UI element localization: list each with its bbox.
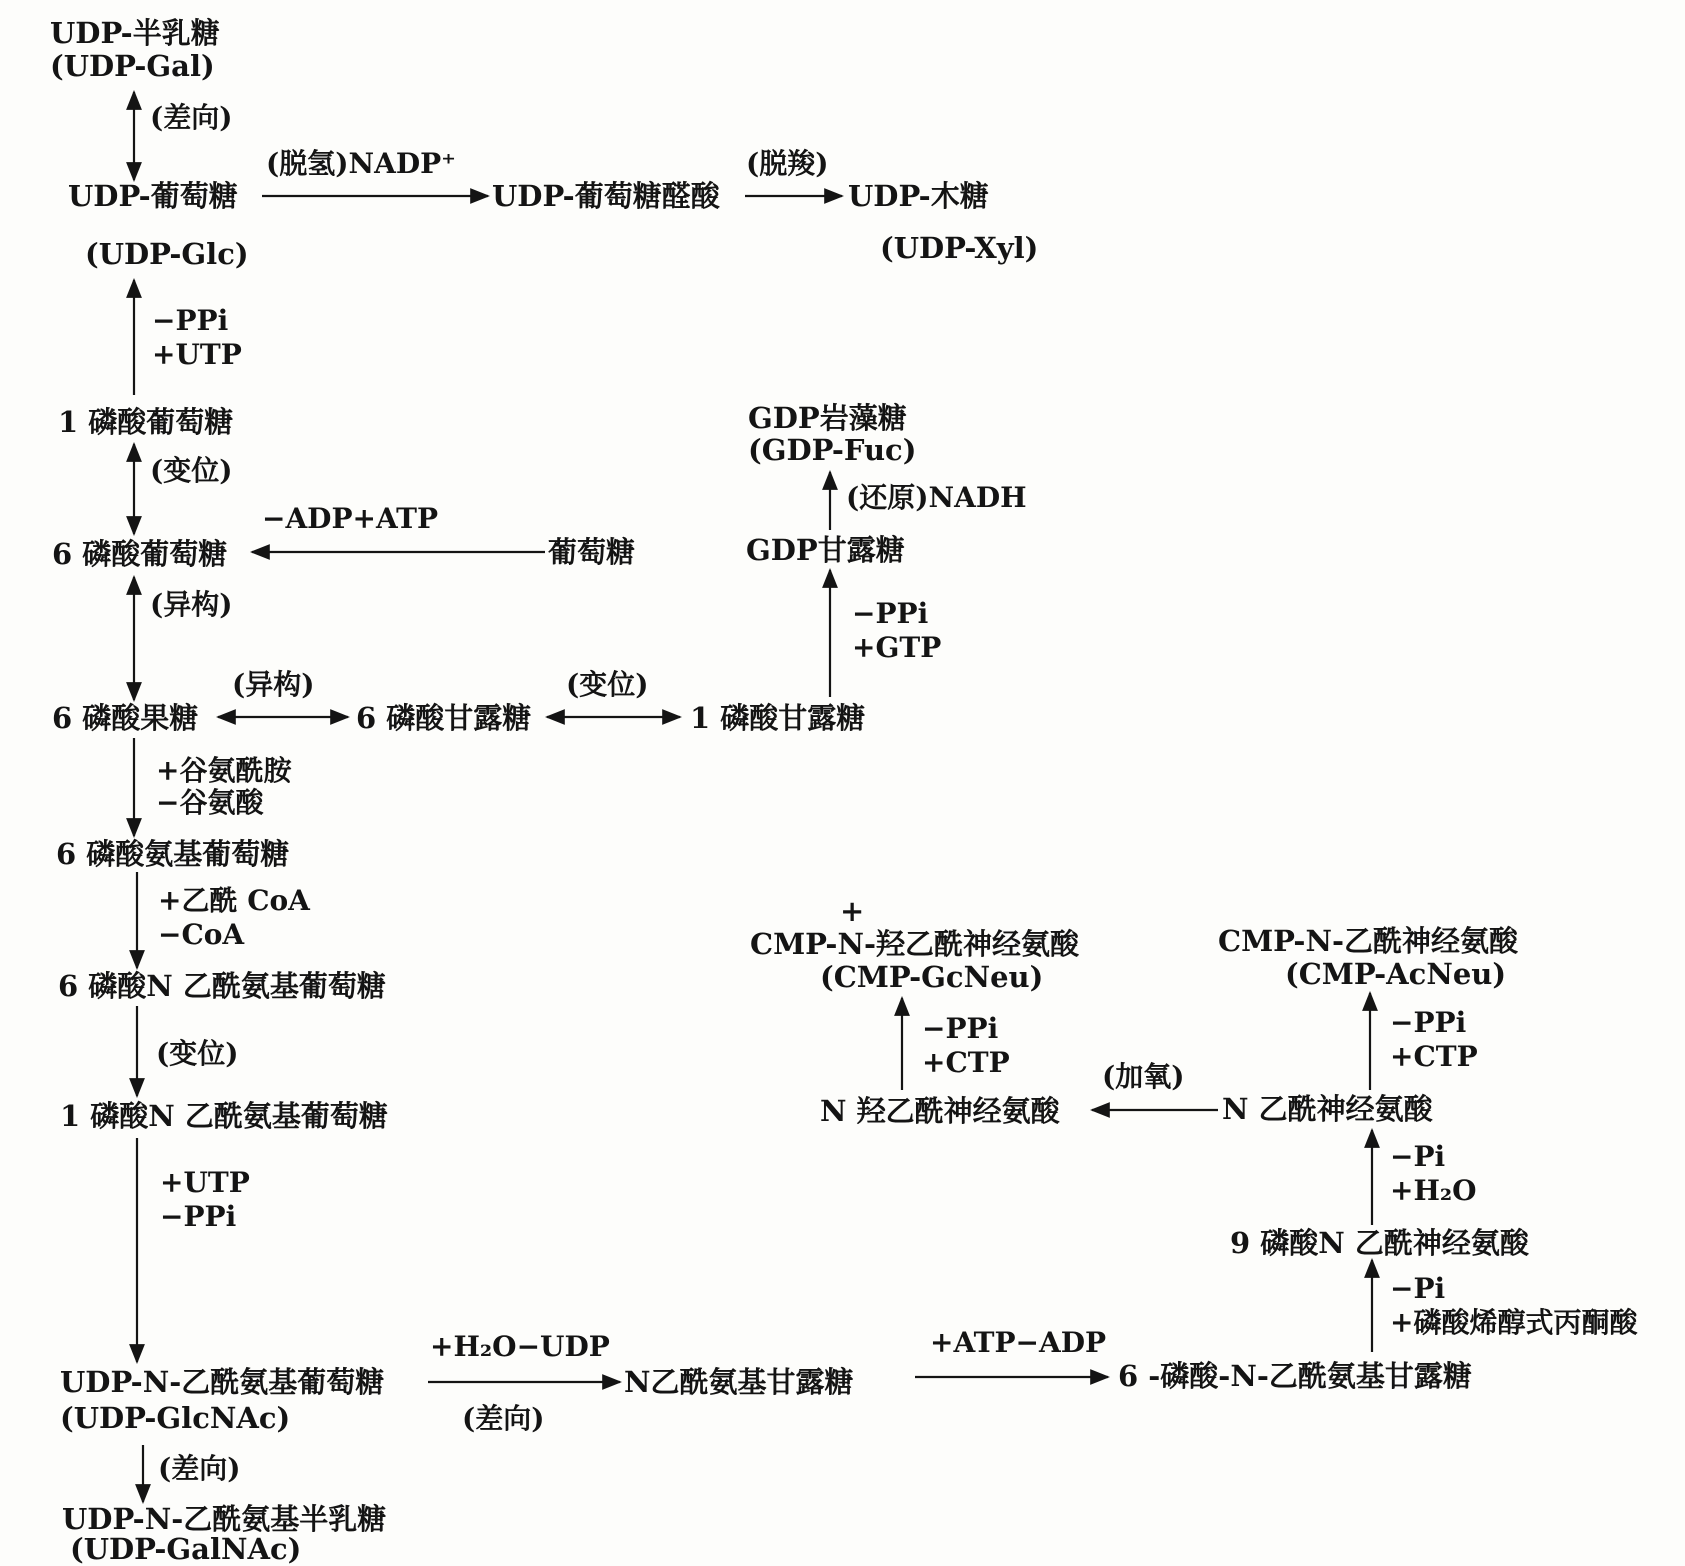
label-adp-atp: −ADP+ATP xyxy=(262,502,439,535)
node-glc-6p: 6 磷酸葡萄糖 xyxy=(52,537,228,571)
label-ctp-plus-ac: +CTP xyxy=(1390,1040,1478,1073)
node-udp-gal: UDP-半乳糖 xyxy=(50,16,220,50)
label-ctp-plus-gc: +CTP xyxy=(922,1046,1010,1079)
node-glcnac-6p: 6 磷酸N 乙酰氨基葡萄糖 xyxy=(58,969,386,1003)
node-gdp-fuc: GDP岩藻糖 xyxy=(748,401,907,435)
label-mutase-1: (变位) xyxy=(150,454,233,487)
label-mutase-2: (变位) xyxy=(566,668,649,701)
label-epimerase-2: (差向) xyxy=(462,1402,545,1435)
label-ppi-minus-2: −PPi xyxy=(160,1200,237,1233)
node-udp-xyl: UDP-木糖 xyxy=(848,179,989,213)
node-udp-glc-abbr: (UDP-Glc) xyxy=(85,237,249,271)
node-cmp-acneu: CMP-N-乙酰神经氨酸 xyxy=(1218,924,1518,958)
label-isomer-2: (异构) xyxy=(232,668,315,701)
node-gdp-man: GDP甘露糖 xyxy=(746,533,905,567)
label-decarbox: (脱羧) xyxy=(746,147,829,180)
label-oxygenase: (加氧) xyxy=(1102,1060,1185,1093)
label-ppi-minus-ac: −PPi xyxy=(1390,1006,1467,1039)
node-man-1p: 1 磷酸甘露糖 xyxy=(690,701,866,735)
label-pi-minus-1: −Pi xyxy=(1390,1272,1446,1305)
node-glc-1p: 1 磷酸葡萄糖 xyxy=(58,405,234,439)
label-ppi-minus-gdp: −PPi xyxy=(852,597,929,630)
label-mutase-3: (变位) xyxy=(156,1037,239,1070)
node-udp-glcnac: UDP-N-乙酰氨基葡萄糖 xyxy=(60,1365,385,1399)
label-pep-plus: +磷酸烯醇式丙酮酸 xyxy=(1390,1306,1638,1339)
label-reduce: (还原)NADH xyxy=(846,481,1027,514)
label-h2o-plus: +H₂O xyxy=(1390,1174,1477,1207)
label-atp-adp: +ATP−ADP xyxy=(930,1326,1107,1359)
node-udp-gal-abbr: (UDP-Gal) xyxy=(50,49,215,83)
node-mannac-6p: 6 -磷酸-N-乙酰氨基甘露糖 xyxy=(1118,1359,1472,1393)
label-isomer-1: (异构) xyxy=(150,588,233,621)
node-neuac-9p: 9 磷酸N 乙酰神经氨酸 xyxy=(1230,1226,1529,1260)
label-pi-minus-2: −Pi xyxy=(1390,1140,1446,1173)
label-acoa-plus: +乙酰 CoA xyxy=(158,884,310,917)
label-epimerase-3: (差向) xyxy=(158,1452,241,1485)
node-mannac: N乙酰氨基甘露糖 xyxy=(624,1365,854,1399)
node-fru-6p: 6 磷酸果糖 xyxy=(52,701,199,735)
label-epimerase-gal: (差向) xyxy=(150,101,233,134)
node-cmp-gcneu-abbr: (CMP-GcNeu) xyxy=(820,960,1044,994)
node-cmp-gcneu-plus: + xyxy=(840,894,865,928)
node-glucose: 葡萄糖 xyxy=(548,535,636,569)
node-man-6p: 6 磷酸甘露糖 xyxy=(356,701,532,735)
label-gln-plus: +谷氨酰胺 xyxy=(156,754,292,787)
node-udp-galnac-abbr: (UDP-GalNAc) xyxy=(70,1532,302,1566)
node-gdp-fuc-abbr: (GDP-Fuc) xyxy=(748,433,917,467)
label-h2o-udp: +H₂O−UDP xyxy=(430,1330,610,1363)
label-glu-minus: −谷氨酸 xyxy=(156,786,264,819)
node-udp-glc-uronic: UDP-葡萄糖醛酸 xyxy=(492,179,720,213)
node-neugc: N 羟乙酰神经氨酸 xyxy=(820,1094,1060,1128)
node-udp-glcnac-abbr: (UDP-GlcNAc) xyxy=(60,1401,291,1435)
node-glcn-6p: 6 磷酸氨基葡萄糖 xyxy=(56,837,290,871)
node-udp-galnac: UDP-N-乙酰氨基半乳糖 xyxy=(62,1502,387,1536)
label-ppi-minus-gc: −PPi xyxy=(922,1012,999,1045)
label-utp-plus-1: +UTP xyxy=(152,338,242,371)
node-cmp-acneu-abbr: (CMP-AcNeu) xyxy=(1285,957,1507,991)
node-glcnac-1p: 1 磷酸N 乙酰氨基葡萄糖 xyxy=(60,1099,388,1133)
node-udp-glc: UDP-葡萄糖 xyxy=(68,179,238,213)
label-coa-minus: −CoA xyxy=(158,918,245,951)
label-ppi-minus-1: −PPi xyxy=(152,304,229,337)
label-dehydro: (脱氢)NADP⁺ xyxy=(266,147,456,180)
label-gtp-plus: +GTP xyxy=(852,631,942,664)
label-utp-plus-2: +UTP xyxy=(160,1166,250,1199)
node-cmp-gcneu: CMP-N-羟乙酰神经氨酸 xyxy=(750,927,1079,961)
node-neuac: N 乙酰神经氨酸 xyxy=(1222,1092,1433,1126)
node-udp-xyl-abbr: (UDP-Xyl) xyxy=(880,231,1039,265)
